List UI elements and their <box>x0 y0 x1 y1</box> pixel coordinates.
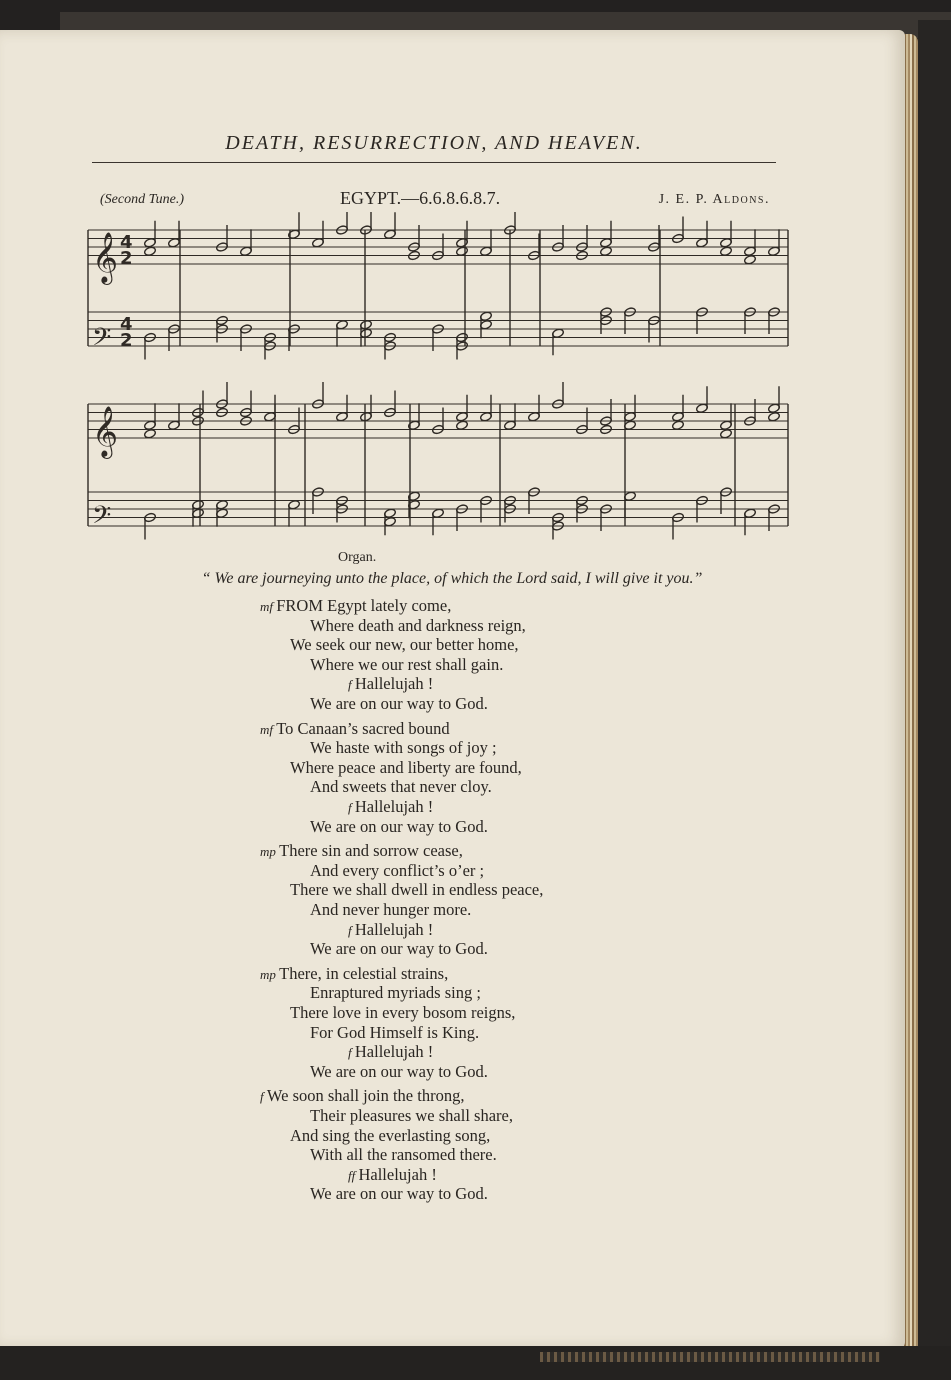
time-signature: 2 <box>120 248 133 269</box>
staff-lines <box>88 230 788 526</box>
verse-line <box>290 758 522 778</box>
verse-text: Hallelujah ! <box>354 674 434 694</box>
tune-composer: J. E. P. Aldons. <box>658 192 770 207</box>
dynamic-mark: mf <box>260 721 277 737</box>
verse-line <box>310 1106 513 1126</box>
note-head <box>600 246 613 257</box>
verse-line <box>310 983 481 1003</box>
verse-text: We soon shall join the throng, <box>266 1086 465 1106</box>
verse-text: We are on our way to God. <box>310 816 488 836</box>
verse-line <box>310 738 497 758</box>
verse-text: There love in every bosom reigns, <box>290 1003 516 1022</box>
verse-text: There we shall dwell in endless peace, <box>290 880 544 900</box>
verse-line <box>310 1145 497 1165</box>
notes <box>144 212 781 540</box>
verse-line <box>348 797 433 817</box>
verse-text: Hallelujah ! <box>354 919 434 939</box>
verse-line <box>260 1086 464 1106</box>
verse-text: Their pleasures we shall share, <box>310 1106 513 1125</box>
clef-icon: 𝄢 <box>92 501 112 536</box>
verse-line <box>260 596 451 616</box>
music-score <box>80 212 800 572</box>
verse-text: Enraptured myriads sing ; <box>310 983 481 1003</box>
verse-line <box>290 1003 515 1023</box>
verse-line <box>290 635 519 655</box>
dynamic-mark: ff <box>348 1167 359 1183</box>
tune-heading <box>100 188 770 210</box>
time-signature: 4 <box>120 314 133 335</box>
verse-line <box>310 900 471 920</box>
time-signature: 4 <box>120 232 133 253</box>
bar-lines <box>88 230 788 526</box>
note-head <box>456 420 469 431</box>
verse-text: Hallelujah ! <box>358 1164 437 1184</box>
verse-text: To Canaan’s sacred bound <box>276 718 450 738</box>
verse-line <box>310 777 492 797</box>
clef-icon: 𝄞 <box>92 406 119 457</box>
note-head <box>720 246 733 257</box>
verse-text: We are on our way to God. <box>310 1184 488 1204</box>
note-head <box>456 246 469 257</box>
dynamic-mark: f <box>260 1089 267 1105</box>
clefs <box>92 232 133 536</box>
verse-text: And sweets that never cloy. <box>310 777 492 797</box>
verse-text: Hallelujah ! <box>354 797 434 816</box>
verse-line <box>310 939 488 959</box>
worn-cover-edge <box>540 1352 880 1362</box>
verse-line <box>310 1062 488 1082</box>
note-head <box>144 246 157 257</box>
verse-line <box>260 964 448 984</box>
verse-line <box>310 1184 488 1204</box>
verse-text: Where we our rest shall gain. <box>310 654 504 674</box>
verse-text: And every conflict’s o’er ; <box>310 860 485 880</box>
verse-line <box>310 694 488 714</box>
verse-text: We haste with songs of joy ; <box>310 738 497 758</box>
verse-text: We are on our way to God. <box>310 1061 488 1081</box>
verse-text: Hallelujah ! <box>354 1042 434 1062</box>
verse-text: We are on our way to God. <box>310 694 488 713</box>
verse-line <box>260 841 463 861</box>
running-header: DEATH, RESURRECTION, AND HEAVEN. <box>225 132 643 154</box>
dynamic-mark: f <box>348 677 355 693</box>
verse-text: And sing the everlasting song, <box>290 1125 491 1145</box>
epigraph: “ We are journeying unto the place, of which the Lord said, I will give it you.” <box>201 570 703 587</box>
verse-line <box>310 861 484 881</box>
verse-line <box>348 674 433 694</box>
verse-line <box>290 880 543 900</box>
tune-title: EGYPT.—6.6.8.6.8.7. <box>340 188 501 208</box>
dynamic-mark: f <box>348 1045 355 1061</box>
dynamic-mark: mp <box>260 966 280 982</box>
verse-text: For God Himself is King. <box>310 1022 480 1042</box>
verse-line <box>348 1165 437 1185</box>
verse-text: We are on our way to God. <box>310 939 488 959</box>
verse-text: There sin and sorrow cease, <box>279 841 463 861</box>
tune-note: (Second Tune.) <box>100 192 184 207</box>
note-head <box>672 420 685 431</box>
verse-text: There, in celestial strains, <box>279 963 449 983</box>
note-head <box>720 428 733 439</box>
verse-line <box>290 1126 490 1146</box>
dynamic-mark: mp <box>260 844 280 860</box>
note-head <box>744 254 757 265</box>
dynamic-mark: f <box>348 922 355 938</box>
verse-line <box>310 655 503 675</box>
verse-text: We seek our new, our better home, <box>290 635 519 655</box>
note-head <box>768 411 781 422</box>
header-rule <box>92 162 776 163</box>
clef-icon: 𝄞 <box>92 232 119 283</box>
verse-text: Where death and darkness reign, <box>310 615 526 635</box>
clef-icon: 𝄢 <box>92 323 112 358</box>
verse-text: And never hunger more. <box>310 900 472 919</box>
verse-line <box>310 817 488 837</box>
dynamic-mark: f <box>348 800 355 815</box>
verse-line <box>348 920 433 940</box>
verse-line <box>348 1042 433 1062</box>
organ-label: Organ. <box>338 550 377 565</box>
verse-line <box>260 719 450 739</box>
verse-line <box>310 616 526 636</box>
book-cover-right <box>918 20 951 1380</box>
note-head <box>144 428 157 439</box>
time-signature: 2 <box>120 330 133 351</box>
dynamic-mark: mf <box>260 599 277 614</box>
verse-text: With all the ransomed there. <box>310 1145 497 1165</box>
verse-text: Where peace and liberty are found, <box>290 757 522 777</box>
verse-line <box>310 1023 479 1043</box>
verse-text: FROM Egypt lately come, <box>276 596 452 615</box>
